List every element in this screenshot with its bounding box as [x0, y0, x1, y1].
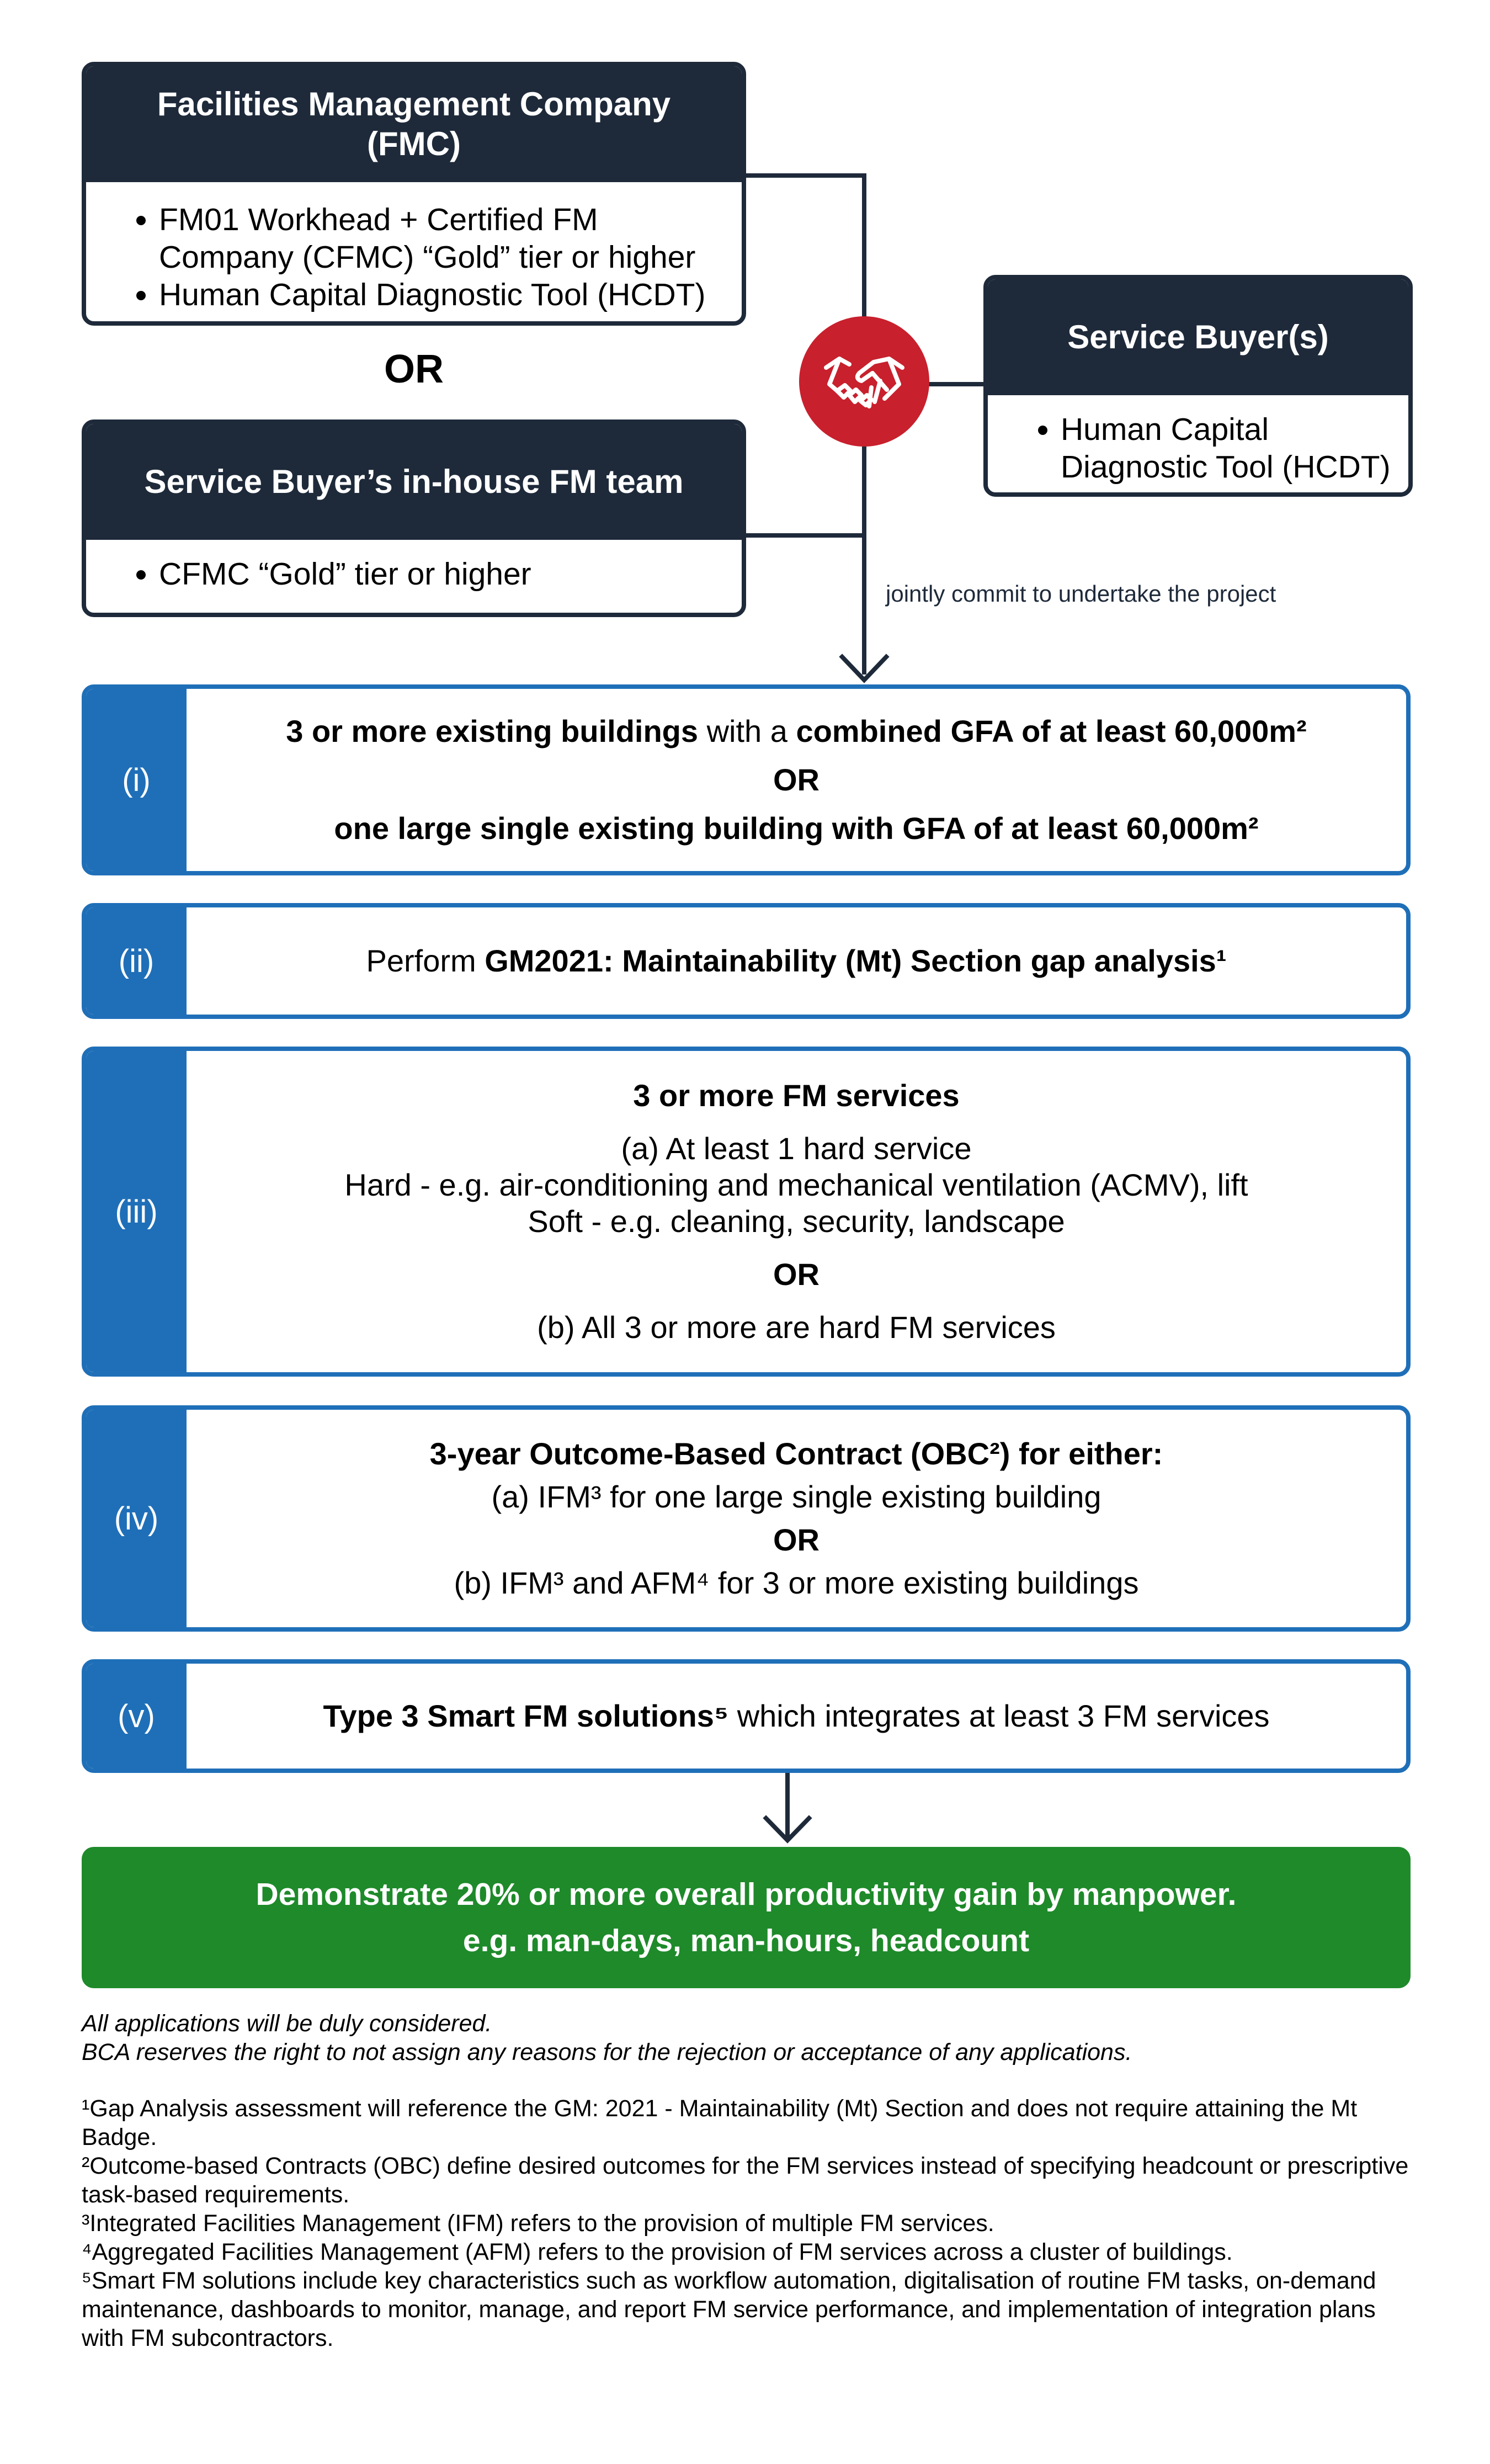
criterion-v-content [187, 1664, 1406, 1769]
criterion-i-or: OR [773, 762, 820, 797]
inhouse-header: Service Buyer’s in-house FM team [86, 424, 742, 540]
criterion-iii-or: OR [773, 1257, 820, 1292]
footnote-2: ²Outcome-based Contracts (OBC) define desired outcomes for the FM services instead of specifying headcount or prescriptive task-based requirements. [82, 2153, 1409, 2208]
criterion-iii-a-line3: Soft - e.g. cleaning, security, landscape [528, 1204, 1065, 1239]
footnote-5: ⁵Smart FM solutions include key characteristics such as workflow automation, digitalisation of routine FM tasks, on-demand maintenance, dashboards to monitor, manage, and report FM service performance, and implementation of integration plans with FM subcontractors. [82, 2267, 1376, 2351]
criterion-iii-content [187, 1051, 1406, 1372]
criterion-iv [82, 1405, 1411, 1632]
buyer-box [983, 275, 1413, 497]
productivity-result [82, 1847, 1411, 1988]
criterion-v [82, 1659, 1411, 1773]
criterion-iii-a-line2: Hard - e.g. air-conditioning and mechanical ventilation (ACMV), lift [344, 1167, 1248, 1202]
criterion-iv-tab: (iv) [86, 1410, 187, 1627]
criterion-iii [82, 1047, 1411, 1377]
fmc-item-cfmc: • FM01 Workhead + Certified FM Company (CFMC) “Gold” tier or higher [159, 201, 720, 276]
criterion-iii-a-line1: (a) At least 1 hard service [621, 1131, 972, 1166]
criterion-v-text: which integrates at least 3 FM services [728, 1698, 1270, 1733]
criterion-i-content [187, 689, 1406, 871]
criterion-v-smart-fm: Type 3 Smart FM solutions⁵ [323, 1698, 729, 1733]
result-line2: e.g. man-days, man-hours, headcount [462, 1923, 1030, 1958]
buyer-header: Service Buyer(s) [988, 279, 1408, 395]
inhouse-item-cfmc: • CFMC “Gold” tier or higher [159, 555, 742, 593]
criterion-iii-b-line: (b) All 3 or more are hard FM services [537, 1310, 1056, 1345]
footnote-4: ⁴Aggregated Facilities Management (AFM) refers to the provision of FM services across a cluster of buildings. [82, 2239, 1233, 2265]
criterion-i-gfa: combined GFA of at least 60,000m² [796, 714, 1307, 748]
criterion-i-line1 [286, 713, 1307, 750]
inhouse-list [86, 540, 742, 593]
commit-label: jointly commit to undertake the project [886, 581, 1276, 607]
criterion-iv-or: OR [773, 1522, 820, 1557]
footnote-1: ¹Gap Analysis assessment will reference the GM: 2021 - Maintainability (Mt) Section and does not require attaining the Mt Badge. [82, 2095, 1358, 2150]
criterion-ii-content [187, 907, 1406, 1015]
criterion-ii [82, 903, 1411, 1019]
fmc-box [82, 62, 746, 326]
buyer-item-hcdt: • Human Capital Diagnostic Tool (HCDT) [1061, 411, 1392, 486]
handshake-icon [823, 351, 906, 412]
criterion-i-line2: one large single existing building with GFA of at least 60,000m² [334, 811, 1259, 846]
fmc-header [86, 66, 742, 182]
note-italic-1: All applications will be duly considered. [82, 2010, 492, 2037]
buyer-list [988, 395, 1408, 486]
fmc-item-hcdt: • Human Capital Diagnostic Tool (HCDT) [159, 276, 720, 314]
fmc-title-line1: Facilities Management Company [157, 86, 671, 123]
footnote-3: ³Integrated Facilities Management (IFM) refers to the provision of multiple FM services. [82, 2210, 994, 2237]
criterion-iv-title: 3-year Outcome-Based Contract (OBC²) for either: [429, 1436, 1163, 1471]
or-label: OR [384, 347, 444, 391]
criterion-iv-a-line: (a) IFM³ for one large single existing building [491, 1479, 1101, 1514]
criterion-ii-tab: (ii) [86, 907, 187, 1015]
criterion-iv-b-line: (b) IFM³ and AFM⁴ for 3 or more existing buildings [454, 1565, 1139, 1600]
criterion-ii-text: Perform [366, 943, 485, 978]
criterion-i-connector-text: with a [698, 714, 796, 748]
fmc-list [86, 182, 742, 314]
criterion-iii-tab: (iii) [86, 1051, 187, 1372]
result-line1: Demonstrate 20% or more overall productivity gain by manpower. [256, 1877, 1237, 1912]
criterion-v-tab: (v) [86, 1664, 187, 1769]
inhouse-box [82, 419, 746, 617]
note-italic-2: BCA reserves the right to not assign any reasons for the rejection or acceptance of any applications. [82, 2039, 1132, 2065]
footnotes [82, 2009, 1417, 2353]
fmc-title-line2: (FMC) [367, 125, 461, 162]
criterion-iv-content [187, 1410, 1406, 1627]
handshake-badge [799, 316, 929, 447]
criterion-ii-gap-analysis: GM2021: Maintainability (Mt) Section gap analysis¹ [485, 943, 1227, 978]
criterion-i-buildings: 3 or more existing buildings [286, 714, 699, 748]
criterion-iii-title: 3 or more FM services [633, 1078, 960, 1113]
criterion-i-tab: (i) [86, 689, 187, 871]
criterion-i [82, 684, 1411, 875]
